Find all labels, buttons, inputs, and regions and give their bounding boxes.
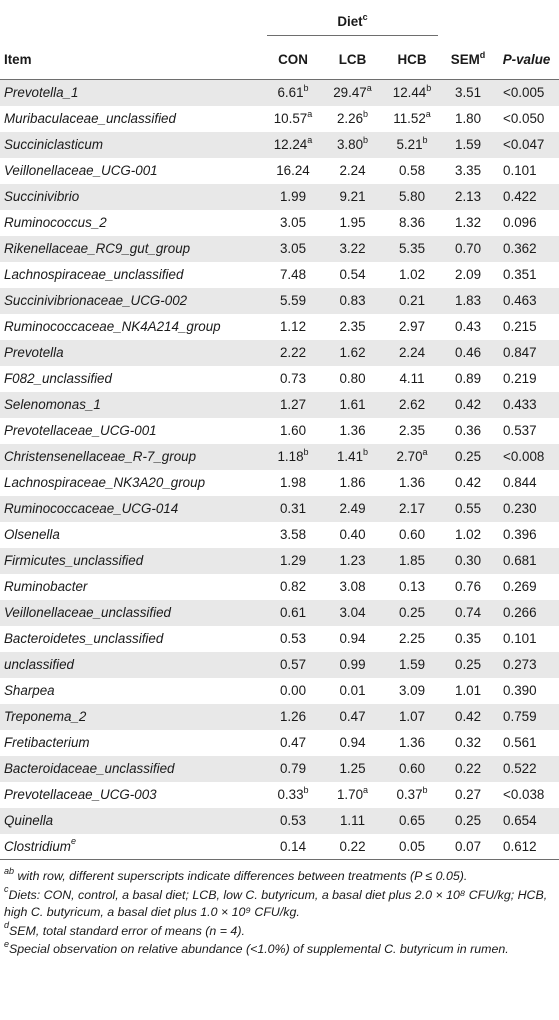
pvalue-cell: 0.273 <box>503 657 537 672</box>
sem-cell: 1.80 <box>455 111 482 126</box>
hcb-cell: 5.35 <box>398 241 426 256</box>
pvalue-cell: 0.351 <box>503 267 537 282</box>
lcb-cell: 0.99 <box>339 657 366 672</box>
table-row <box>0 314 559 340</box>
table-row <box>0 496 559 522</box>
hcb-cell: 0.21 <box>398 293 426 308</box>
hcb-cell: 1.02 <box>398 267 426 282</box>
hcb-cell: 1.59 <box>398 657 426 672</box>
table-row <box>0 262 559 288</box>
hcb-column-header: HCB <box>397 52 427 67</box>
hcb-cell: 0.60 <box>398 761 426 776</box>
pvalue-cell: 0.230 <box>503 501 537 516</box>
lcb-cell: 1.11 <box>339 813 366 828</box>
hcb-cell: 4.11 <box>399 371 425 386</box>
item-cell: Quinella <box>4 813 54 828</box>
sem-cell: 2.09 <box>455 267 482 282</box>
item-cell: Sharpea <box>4 683 55 698</box>
table-row <box>0 470 559 496</box>
item-cell: Veillonellaceae_unclassified <box>4 605 171 620</box>
con-cell: 0.33$^b$ <box>277 784 309 802</box>
pvalue-column-header: P-value <box>502 52 551 67</box>
hcb-cell: 0.60 <box>398 527 426 542</box>
footnote: $^{ab}$ with row, different superscripts indicate differences between treatments (P ≤ 0.05). <box>4 865 468 883</box>
diet-label: Diet <box>337 14 363 29</box>
lcb-cell: 1.23 <box>339 553 366 568</box>
lcb-cell: 0.80 <box>339 371 366 386</box>
hcb-cell: 5.80 <box>398 189 426 204</box>
con-cell: 2.22 <box>279 345 307 360</box>
con-cell: 7.48 <box>279 267 307 282</box>
item-cell: Veillonellaceae_UCG-001 <box>4 163 158 178</box>
table-row <box>0 418 559 444</box>
con-cell: 1.27 <box>279 397 307 412</box>
lcb-cell: 1.86 <box>339 475 366 490</box>
diet-group-header <box>263 0 442 40</box>
con-cell: 10.57$^a$ <box>273 108 313 126</box>
pvalue-cell: 0.101 <box>503 631 537 646</box>
sem-cell: 0.43 <box>455 319 482 334</box>
pvalue-cell: 0.433 <box>503 397 537 412</box>
table-row <box>0 366 559 392</box>
con-cell: 0.53 <box>279 813 307 828</box>
sem-cell: 0.89 <box>455 371 482 386</box>
item-cell: Bacteroidaceae_unclassified <box>4 761 175 776</box>
sem-cell: 2.13 <box>455 189 482 204</box>
item-cell: Ruminococcus_2 <box>4 215 107 230</box>
hcb-cell: 2.17 <box>398 501 426 516</box>
sem-cell: 0.76 <box>455 579 482 594</box>
hcb-cell: 12.44$^b$ <box>392 82 432 101</box>
hcb-cell: 0.37$^b$ <box>396 784 428 802</box>
con-cell: 6.61$^b$ <box>277 82 309 101</box>
table-row <box>0 444 559 470</box>
table-row <box>0 236 559 262</box>
hcb-cell: 2.25 <box>398 631 426 646</box>
sem-cell: 0.46 <box>455 345 482 360</box>
pvalue-cell: 0.219 <box>503 371 537 386</box>
sem-cell: 0.70 <box>455 241 482 256</box>
table-footnotes <box>0 860 559 959</box>
con-cell: 0.61 <box>279 605 307 620</box>
pvalue-cell: 0.463 <box>503 293 537 308</box>
pvalue-cell: 0.362 <box>503 241 537 256</box>
con-cell: 1.18$^b$ <box>277 446 309 464</box>
item-cell: Prevotellaceae_UCG-001 <box>4 423 157 438</box>
item-cell: Succiniclasticum <box>4 137 103 152</box>
sem-cell: 0.74 <box>455 605 482 620</box>
hcb-cell: 11.52$^a$ <box>393 108 431 126</box>
hcb-cell: 2.35 <box>398 423 426 438</box>
table-row <box>0 704 559 730</box>
item-cell: Prevotella <box>4 345 64 360</box>
con-cell: 1.99 <box>279 189 307 204</box>
table-row <box>0 574 559 600</box>
footnote: $^e$Special observation on relative abundance (<1.0%) of supplemental C. butyricum in rumen. <box>4 938 509 956</box>
lcb-cell: 29.47$^a$ <box>333 82 372 101</box>
sem-cell: 0.25 <box>455 449 482 464</box>
lcb-cell: 3.22 <box>339 241 366 256</box>
pvalue-cell: 0.759 <box>503 709 537 724</box>
footnote: $^c$Diets: CON, control, a basal diet; LCB, low C. butyricum, a basal diet plus 2.0 × 10⁸ CFU/kg; HCB, high C. butyricum, a basal diet plus 1.0 × 10⁹ CFU/kg. <box>4 884 548 919</box>
con-cell: 0.73 <box>279 371 307 386</box>
item-cell: unclassified <box>4 657 74 672</box>
sem-cell: 0.36 <box>455 423 482 438</box>
con-cell: 1.12 <box>279 319 307 334</box>
lcb-cell: 0.54 <box>339 267 366 282</box>
table-row <box>0 678 559 704</box>
pvalue-cell: 0.269 <box>503 579 537 594</box>
sem-cell: 1.02 <box>455 527 482 542</box>
hcb-cell: 2.70$^a$ <box>396 446 428 464</box>
pvalue-cell: 0.266 <box>503 605 537 620</box>
table-row <box>0 210 559 236</box>
header-spacer-p <box>494 0 559 40</box>
sem-cell: 0.42 <box>455 709 482 724</box>
header-spacer-sem <box>442 0 494 40</box>
hcb-cell: 1.36 <box>398 475 426 490</box>
hcb-cell: 8.36 <box>398 215 426 230</box>
pvalue-cell: <0.050 <box>503 111 545 126</box>
table-row <box>0 340 559 366</box>
pvalue-cell: 0.422 <box>503 189 537 204</box>
header-spacer <box>0 0 263 40</box>
item-cell: Lachnospiraceae_unclassified <box>4 267 184 282</box>
lcb-cell: 0.94 <box>339 631 366 646</box>
item-cell: Olsenella <box>4 527 60 542</box>
lcb-cell: 3.80$^b$ <box>336 134 369 152</box>
table-row <box>0 834 559 860</box>
pvalue-cell: <0.005 <box>503 85 545 101</box>
item-cell: Firmicutes_unclassified <box>4 553 144 568</box>
pvalue-cell: <0.038 <box>503 787 545 802</box>
sem-cell: 0.55 <box>455 501 482 516</box>
pvalue-cell: 0.522 <box>503 761 537 776</box>
lcb-cell: 0.47 <box>339 709 366 724</box>
con-cell: 1.60 <box>279 423 307 438</box>
sem-cell: 1.83 <box>455 293 482 308</box>
pvalue-cell: 0.396 <box>503 527 537 542</box>
pvalue-cell: 0.390 <box>503 683 537 698</box>
pvalue-cell: 0.215 <box>503 319 537 334</box>
lcb-cell: 0.01 <box>339 683 366 698</box>
lcb-cell: 1.41$^b$ <box>336 446 369 464</box>
lcb-cell: 3.08 <box>339 579 366 594</box>
pvalue-cell: 0.537 <box>503 423 537 438</box>
hcb-cell: 2.24 <box>398 345 426 360</box>
lcb-cell: 1.70$^a$ <box>336 784 369 802</box>
table-row <box>0 106 559 132</box>
sem-cell: 0.32 <box>455 735 482 750</box>
hcb-cell: 0.65 <box>398 813 426 828</box>
con-cell: 0.79 <box>279 761 307 776</box>
sem-cell: 0.42 <box>455 397 482 412</box>
sem-cell: 0.42 <box>455 475 482 490</box>
sem-cell: 0.30 <box>455 553 482 568</box>
item-cell: Treponema_2 <box>4 709 87 724</box>
sem-cell: 0.25 <box>455 657 482 672</box>
hcb-cell: 3.09 <box>398 683 426 698</box>
table-row <box>0 522 559 548</box>
lcb-column-header: LCB <box>338 52 367 67</box>
sem-cell: 0.35 <box>455 631 482 646</box>
sem-cell: 3.51 <box>455 85 482 101</box>
hcb-cell: 1.36 <box>398 735 426 750</box>
sem-cell: 3.35 <box>455 163 482 178</box>
lcb-cell: 1.25 <box>339 761 366 776</box>
sem-cell: 0.22 <box>455 761 482 776</box>
lcb-cell: 0.83 <box>339 293 366 308</box>
hcb-cell: 2.62 <box>398 397 426 412</box>
table-header <box>0 0 559 80</box>
sem-label: SEM <box>450 52 480 67</box>
item-cell: Fretibacterium <box>4 735 90 750</box>
lcb-cell: 2.26$^b$ <box>336 108 369 126</box>
con-cell: 0.00 <box>279 683 307 698</box>
lcb-cell: 2.49 <box>339 501 366 516</box>
lcb-cell: 1.95 <box>339 215 366 230</box>
pvalue-cell: 0.654 <box>503 813 537 828</box>
pvalue-cell: 0.847 <box>503 345 537 360</box>
item-cell: Lachnospiraceae_NK3A20_group <box>4 475 206 490</box>
hcb-cell: 0.25 <box>398 605 426 620</box>
pvalue-cell: 0.612 <box>503 838 537 854</box>
con-cell: 3.05 <box>279 241 307 256</box>
con-cell: 0.53 <box>279 631 307 646</box>
hcb-cell: 0.05 <box>398 838 426 854</box>
item-cell: Ruminococcaceae_NK4A214_group <box>4 319 221 334</box>
con-cell: 0.14 <box>279 838 307 854</box>
table-row <box>0 652 559 678</box>
item-cell: Succinivibrionaceae_UCG-002 <box>4 293 188 308</box>
item-cell: Prevotella_1 <box>4 85 79 101</box>
lcb-cell: 0.22 <box>339 838 366 854</box>
hcb-cell: 0.58 <box>398 163 426 178</box>
item-cell: Ruminobacter <box>4 579 88 594</box>
table-row <box>0 756 559 782</box>
item-cell: Clostridium$^e$ <box>4 836 76 854</box>
lcb-cell: 2.24 <box>339 163 366 178</box>
item-cell: Christensenellaceae_R-7_group <box>4 449 197 464</box>
table-row <box>0 626 559 652</box>
table-row <box>0 730 559 756</box>
pvalue-cell: <0.047 <box>503 137 545 152</box>
hcb-cell: 0.13 <box>398 579 426 594</box>
pvalue-cell: 0.101 <box>503 163 537 178</box>
con-cell: 0.47 <box>279 735 307 750</box>
con-cell: 0.31 <box>279 501 307 516</box>
hcb-cell: 1.85 <box>398 553 426 568</box>
item-column-header: Item <box>4 52 32 67</box>
item-cell: Selenomonas_1 <box>4 397 101 412</box>
con-cell: 0.57 <box>279 657 307 672</box>
sem-cell: 0.25 <box>455 813 482 828</box>
table-row <box>0 132 559 158</box>
footnote: $^d$SEM, total standard error of means (n = 4). <box>4 920 245 938</box>
pvalue-cell: 0.844 <box>503 475 537 490</box>
lcb-cell: 3.04 <box>339 605 366 620</box>
hcb-cell: 1.07 <box>398 709 426 724</box>
item-cell: Succinivibrio <box>4 189 80 204</box>
table-row <box>0 80 559 106</box>
lcb-cell: 1.61 <box>339 397 366 412</box>
con-cell: 0.82 <box>279 579 307 594</box>
table-row <box>0 808 559 834</box>
con-cell: 12.24$^a$ <box>273 134 313 152</box>
item-cell: Muribaculaceae_unclassified <box>4 111 176 126</box>
con-cell: 5.59 <box>279 293 307 308</box>
sem-column-header <box>442 40 494 80</box>
table-row <box>0 548 559 574</box>
con-cell: 1.29 <box>279 553 307 568</box>
lcb-cell: 0.40 <box>339 527 366 542</box>
table-row <box>0 184 559 210</box>
item-cell: Ruminococcaceae_UCG-014 <box>4 501 179 516</box>
lcb-cell: 1.62 <box>339 345 366 360</box>
item-cell: F082_unclassified <box>4 371 112 386</box>
sem-cell: 1.59 <box>455 137 482 152</box>
diet-sup: c <box>362 11 368 22</box>
con-cell: 1.98 <box>279 475 307 490</box>
lcb-cell: 2.35 <box>339 319 366 334</box>
pvalue-cell: 0.096 <box>503 215 537 230</box>
lcb-cell: 9.21 <box>339 189 366 204</box>
con-cell: 16.24 <box>276 163 310 178</box>
item-cell: Prevotellaceae_UCG-003 <box>4 787 157 802</box>
pvalue-cell: 0.681 <box>503 553 537 568</box>
sem-cell: 1.32 <box>455 215 482 230</box>
table-row <box>0 158 559 184</box>
table-row <box>0 392 559 418</box>
hcb-cell: 5.21$^b$ <box>396 134 428 152</box>
hcb-cell: 2.97 <box>398 319 426 334</box>
table-row <box>0 600 559 626</box>
con-column-header: CON <box>278 52 308 67</box>
con-cell: 3.58 <box>279 527 307 542</box>
lcb-cell: 0.94 <box>339 735 366 750</box>
sem-sup: d <box>479 49 486 60</box>
con-cell: 1.26 <box>279 709 307 724</box>
table-row <box>0 782 559 808</box>
table-row <box>0 288 559 314</box>
item-cell: Bacteroidetes_unclassified <box>4 631 164 646</box>
pvalue-cell: 0.561 <box>503 735 537 750</box>
con-cell: 3.05 <box>279 215 307 230</box>
pvalue-cell: <0.008 <box>503 449 545 464</box>
lcb-cell: 1.36 <box>339 423 366 438</box>
sem-cell: 0.07 <box>455 838 482 854</box>
sem-cell: 1.01 <box>455 683 482 698</box>
sem-cell: 0.27 <box>455 787 482 802</box>
table-body <box>0 80 559 860</box>
item-cell: Rikenellaceae_RC9_gut_group <box>4 241 191 256</box>
